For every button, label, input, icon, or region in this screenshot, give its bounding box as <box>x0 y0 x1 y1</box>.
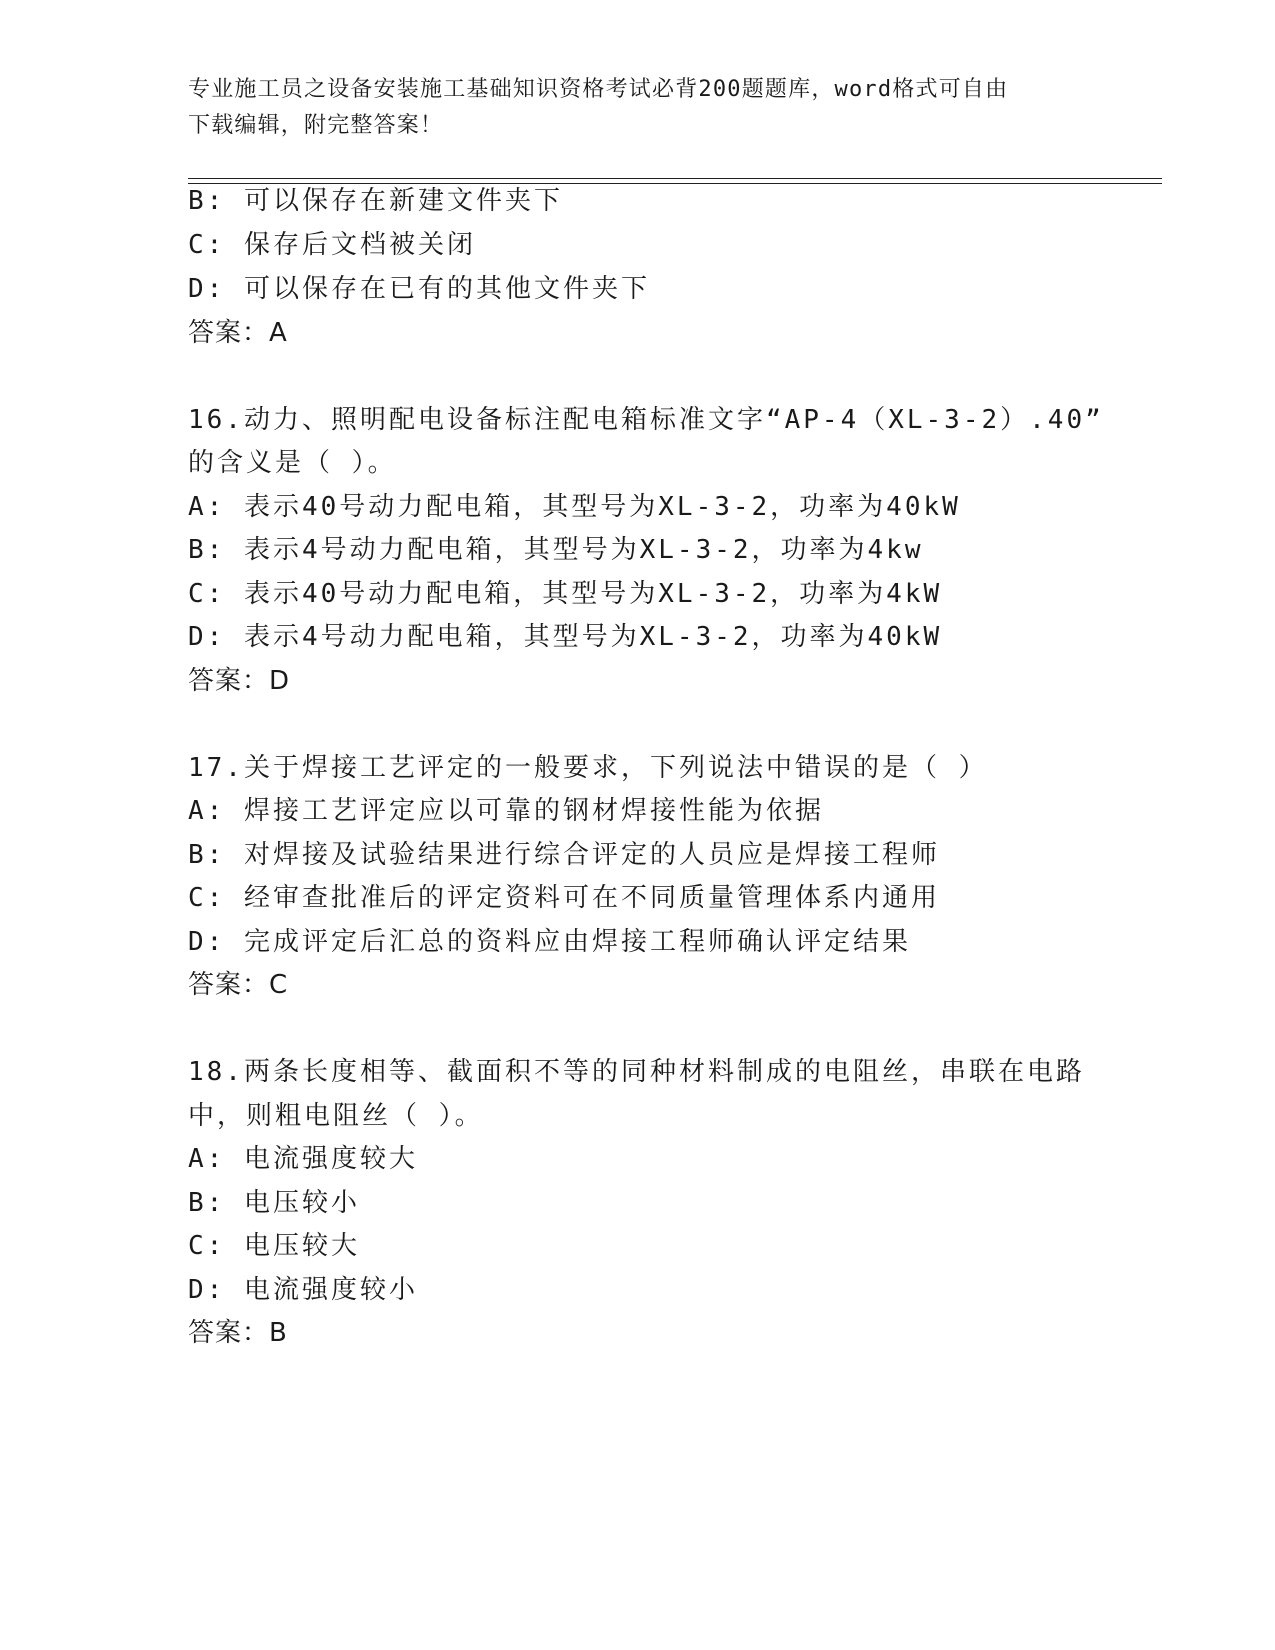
q18-option-b: B: 电压较小 <box>188 1188 360 1218</box>
q16-option-d: D: 表示4号动力配电箱，其型号为XL-3-2，功率为40kW <box>188 622 943 652</box>
q16-option-a: A: 表示40号动力配电箱，其型号为XL-3-2，功率为40kW <box>188 492 961 522</box>
q17-answer: 答案：C <box>188 970 289 1000</box>
q17-option-a: A: 焊接工艺评定应以可靠的钢材焊接性能为依据 <box>188 796 824 826</box>
q17-option-c: C: 经审查批准后的评定资料可在不同质量管理体系内通用 <box>188 883 940 913</box>
q18-stem-line-1: 18.两条长度相等、截面积不等的同种材料制成的电阻丝，串联在电路 <box>188 1057 1085 1087</box>
q16-answer: 答案：D <box>188 666 291 696</box>
q18-option-a: A: 电流强度较大 <box>188 1144 418 1174</box>
q18-option-c: C: 电压较大 <box>188 1231 360 1261</box>
q15-option-d: D: 可以保存在已有的其他文件夹下 <box>188 274 650 304</box>
q16-option-b: B: 表示4号动力配电箱，其型号为XL-3-2，功率为4kw <box>188 535 924 565</box>
q15-option-c: C: 保存后文档被关闭 <box>188 230 476 260</box>
header-line-1: 专业施工员之设备安装施工基础知识资格考试必背200题题库，word格式可自由 <box>188 77 1009 102</box>
q15-option-b: B: 可以保存在新建文件夹下 <box>188 186 563 216</box>
header-line-2: 下载编辑，附完整答案！ <box>188 113 444 138</box>
q18-option-d: D: 电流强度较小 <box>188 1275 418 1305</box>
q15-answer: 答案：A <box>188 318 288 348</box>
q17-option-b: B: 对焊接及试验结果进行综合评定的人员应是焊接工程师 <box>188 840 940 870</box>
header-divider-top <box>188 178 1162 179</box>
q16-option-c: C: 表示40号动力配电箱，其型号为XL-3-2，功率为4kW <box>188 579 943 609</box>
document-header <box>188 72 1068 144</box>
q18-answer: 答案：B <box>188 1318 288 1348</box>
q16-stem-line-1: 16.动力、照明配电设备标注配电箱标准文字“AP-4（XL-3-2）.40” <box>188 405 1104 435</box>
q16-stem-line-2: 的含义是（ ）。 <box>188 448 397 478</box>
q17-stem-line-1: 17.关于焊接工艺评定的一般要求，下列说法中错误的是（ ） <box>188 753 988 783</box>
q18-stem-line-2: 中，则粗电阻丝（ ）。 <box>188 1101 484 1131</box>
q17-option-d: D: 完成评定后汇总的资料应由焊接工程师确认评定结果 <box>188 927 911 957</box>
